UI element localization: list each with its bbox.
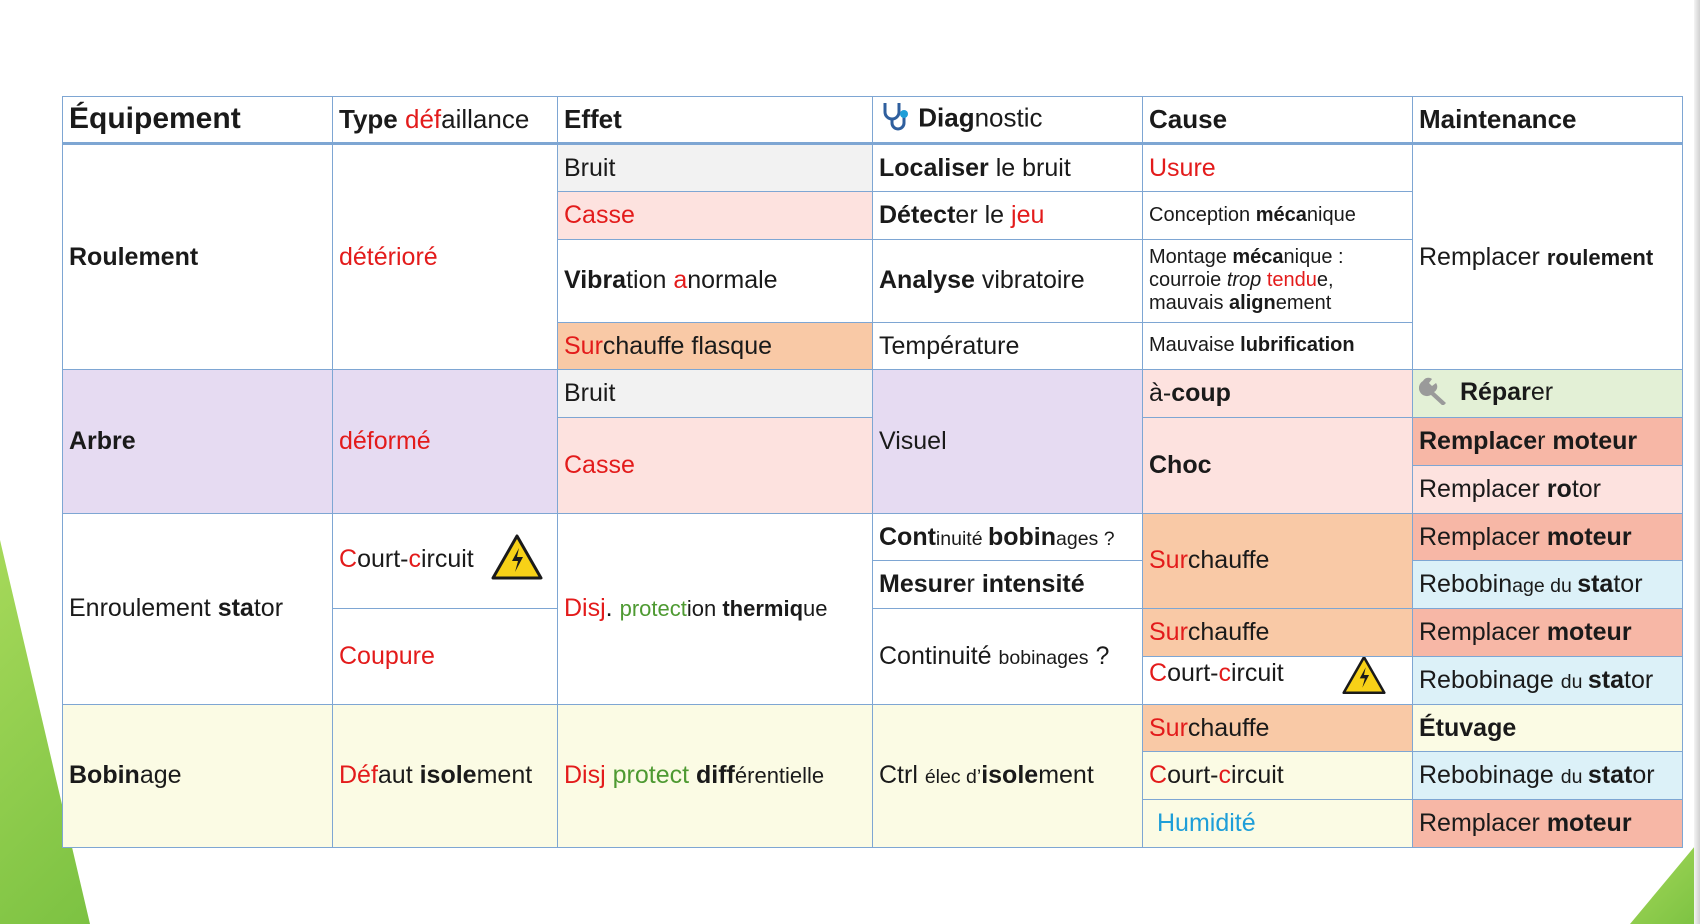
- effet-casse-arbre: Casse: [558, 418, 873, 514]
- header-cause: Cause: [1143, 97, 1413, 144]
- cause-usure: Usure: [1143, 144, 1413, 192]
- cause-court-circuit: Court-circuit: [1143, 752, 1413, 800]
- diag-analyse: Analyse vibratoire: [873, 239, 1143, 322]
- type-defaut-isolement: Défaut isolement: [333, 704, 558, 847]
- header-type-defaillance: Type défaillance: [333, 97, 558, 144]
- maint-rebobinage: Rebobinage du stator: [1413, 561, 1683, 609]
- cause-surchauffe: Surchauffe: [1143, 704, 1413, 752]
- maint-reparer: Réparer: [1413, 370, 1683, 418]
- type-court-circuit: Court-circuit: [333, 513, 558, 609]
- diag-temperature: Température: [873, 322, 1143, 370]
- header-row: [63, 97, 1683, 144]
- cause-surchauffe: Surchauffe: [1143, 609, 1413, 657]
- diag-mesurer-intensite: Mesurer intensité: [873, 561, 1143, 609]
- cause-surchauffe: Surchauffe: [1143, 513, 1413, 609]
- effet-casse: Casse: [558, 191, 873, 239]
- window-edge: [1694, 0, 1700, 924]
- diag-continuite: Continuité bobinages ?: [873, 513, 1143, 561]
- cause-choc: Choc: [1143, 418, 1413, 514]
- table-row: [63, 370, 1683, 418]
- maint-remplacer-moteur: Remplacer moteur: [1413, 418, 1683, 466]
- warning-triangle-icon: [491, 534, 543, 587]
- header-effet: Effet: [558, 97, 873, 144]
- type-roulement: détérioré: [333, 144, 558, 370]
- type-arbre: déformé: [333, 370, 558, 513]
- effet-bruit: Bruit: [558, 144, 873, 192]
- diag-continuite-bobinages: Continuité bobinages ?: [873, 609, 1143, 705]
- maint-remplacer-moteur: Remplacer moteur: [1413, 800, 1683, 848]
- equip-roulement: Roulement: [63, 144, 333, 370]
- maint-remplacer-rotor: Remplacer rotor: [1413, 465, 1683, 513]
- warning-triangle-icon: [1342, 656, 1386, 701]
- equip-arbre: Arbre: [63, 370, 333, 513]
- effet-surchauffe-flasque: Surchauffe flasque: [558, 322, 873, 370]
- type-coupure: Coupure: [333, 609, 558, 705]
- cause-humidite: Humidité: [1143, 800, 1413, 848]
- equip-bobinage: Bobinage: [63, 704, 333, 847]
- header-equipement: Équipement: [63, 97, 333, 144]
- cause-montage: Montage mécanique : courroie trop tendue, mauvais alignement: [1143, 239, 1413, 322]
- table-row: [63, 513, 1683, 561]
- table-row: [63, 144, 1683, 192]
- maint-rebobinage: Rebobinage du stator: [1413, 752, 1683, 800]
- effet-bruit-arbre: Bruit: [558, 370, 873, 418]
- diag-localiser: Localiser le bruit: [873, 144, 1143, 192]
- stethoscope-icon: [879, 100, 911, 139]
- maint-remplacer-moteur: Remplacer moteur: [1413, 513, 1683, 561]
- decorative-triangle-right: [1630, 840, 1700, 924]
- diag-ctrl-isolement: Ctrl élec d’isolement: [873, 704, 1143, 847]
- equip-enroulement-stator: Enroulement stator: [63, 513, 333, 704]
- table-row: [63, 704, 1683, 752]
- diag-visuel: Visuel: [873, 370, 1143, 513]
- header-diagnostic: Diagnostic: [873, 97, 1143, 144]
- cause-a-coup: à-coup: [1143, 370, 1413, 418]
- effet-disj-differentielle: Disj protect différentielle: [558, 704, 873, 847]
- maint-rebobinage: Rebobinage du stator: [1413, 656, 1683, 704]
- maint-etuvage: Étuvage: [1413, 704, 1683, 752]
- cause-lubrification: Mauvaise lubrification: [1143, 322, 1413, 370]
- effet-vibration: Vibration anormale: [558, 239, 873, 322]
- diag-detecter: Détecter le jeu: [873, 191, 1143, 239]
- wrench-icon: [1419, 375, 1453, 412]
- header-maintenance: Maintenance: [1413, 97, 1683, 144]
- cause-conception: Conception mécanique: [1143, 191, 1413, 239]
- maint-roulement: Remplacer roulement: [1413, 144, 1683, 370]
- maint-remplacer-moteur: Remplacer moteur: [1413, 609, 1683, 657]
- cause-court-circuit: Court-circuit: [1143, 656, 1413, 704]
- maintenance-table: [62, 96, 1683, 848]
- effet-disj-thermique: Disj. protection thermique: [558, 513, 873, 704]
